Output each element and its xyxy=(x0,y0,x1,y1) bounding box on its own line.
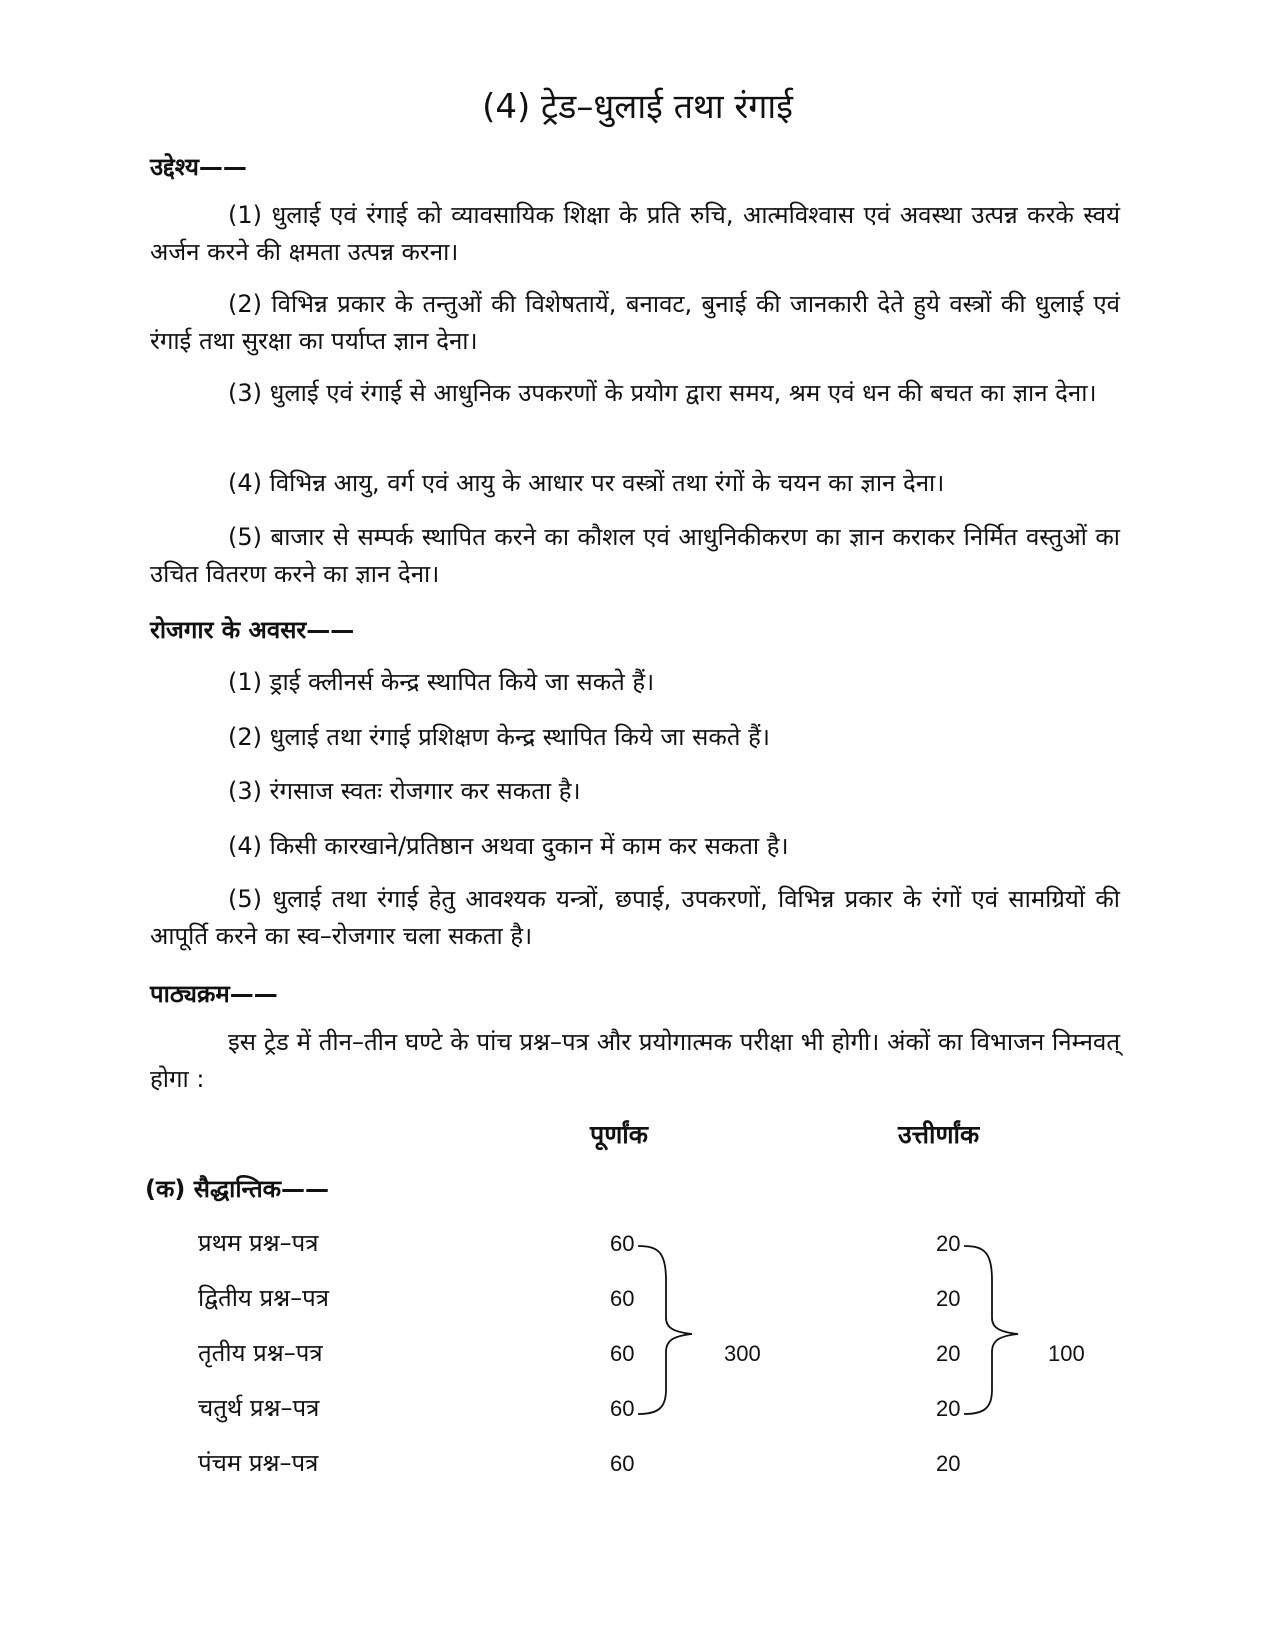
pass-marks-5: 20 xyxy=(936,1451,961,1476)
pass-marks-header: उत्तीर्णांक xyxy=(898,1120,980,1149)
objective-item-4: (4) विभिन्न आयु, वर्ग एवं आयु के आधार पर वस्त्रों तथा रंगों के चयन का ज्ञान देना। xyxy=(228,469,945,497)
page-title: (4) ट्रेड–धुलाई तथा रंगाई xyxy=(482,87,793,127)
objective-item-5: (5) बाजार से सम्पर्क स्थापित करने का कौशल एवं आधुनिकीकरण का ज्ञान कराकर निर्मित वस्तुओं का उचित वितरण करने का ज्ञान देना। xyxy=(150,523,1120,588)
paper-label-4: चतुर्थ प्रश्न–पत्र xyxy=(198,1394,320,1422)
full-marks-1: 60 xyxy=(610,1231,635,1256)
objectives-heading: उद्देश्य—— xyxy=(150,153,247,181)
paper-label-5: पंचम प्रश्न–पत्र xyxy=(198,1449,319,1477)
full-marks-3: 60 xyxy=(610,1341,635,1366)
paper-label-3: तृतीय प्रश्न–पत्र xyxy=(198,1339,323,1367)
employment-item-2: (2) धुलाई तथा रंगाई प्रशिक्षण केन्द्र स्थापित किये जा सकते हैं। xyxy=(228,723,770,751)
theory-heading: (क) सैद्धान्तिक—— xyxy=(145,1175,330,1203)
objective-item-1: (1) धुलाई एवं रंगाई को व्यावसायिक शिक्षा के प्रति रुचि, आत्मविश्वास एवं अवस्था उत्पन्न करके स्वयं अर्जन करने की क्षमता उत्पन्न करना। xyxy=(150,201,1120,266)
objective-item-3: (3) धुलाई एवं रंगाई से आधुनिक उपकरणों के प्रयोग द्वारा समय, श्रम एवं धन की बचत का ज्ञान देना। xyxy=(228,379,1097,407)
pass-marks-4: 20 xyxy=(936,1396,961,1421)
pass-marks-total: 100 xyxy=(1048,1341,1085,1366)
pass-marks-3: 20 xyxy=(936,1341,961,1366)
pass-marks-brace xyxy=(962,1240,1022,1420)
pass-marks-1: 20 xyxy=(936,1231,961,1256)
full-marks-total: 300 xyxy=(724,1341,761,1366)
syllabus-heading: पाठ्यक्रम—— xyxy=(150,980,278,1008)
employment-item-4: (4) किसी कारखाने/प्रतिष्ठान अथवा दुकान में काम कर सकता है। xyxy=(228,832,789,860)
employment-heading: रोजगार के अवसर—— xyxy=(150,616,355,644)
pass-marks-2: 20 xyxy=(936,1286,961,1311)
syllabus-intro: इस ट्रेड में तीन–तीन घण्टे के पांच प्रश्न–पत्र और प्रयोगात्मक परीक्षा भी होगी। अंकों का विभाजन निम्नवत् होगा : xyxy=(150,1028,1120,1093)
employment-item-1: (1) ड्राई क्लीनर्स केन्द्र स्थापित किये जा सकते हैं। xyxy=(228,668,655,696)
paper-label-2: द्वितीय प्रश्न–पत्र xyxy=(198,1284,329,1312)
full-marks-2: 60 xyxy=(610,1286,635,1311)
full-marks-4: 60 xyxy=(610,1396,635,1421)
full-marks-5: 60 xyxy=(610,1451,635,1476)
objective-item-2: (2) विभिन्न प्रकार के तन्तुओं की विशेषतायें, बनावट, बुनाई की जानकारी देते हुये वस्त्रों की धुलाई एवं रंगाई तथा सुरक्षा का पर्याप्त ज्ञान देना। xyxy=(150,290,1120,355)
employment-item-5: (5) धुलाई तथा रंगाई हेतु आवश्यक यन्त्रों, छपाई, उपकरणों, विभिन्न प्रकार के रंगों एवं सामग्रियों की आपूर्ति करने का स्व–रोजगार चला सकता है। xyxy=(150,885,1120,950)
full-marks-header: पूर्णांक xyxy=(590,1120,648,1149)
employment-item-3: (3) रंगसाज स्वतः रोजगार कर सकता है। xyxy=(228,777,581,805)
full-marks-brace xyxy=(636,1240,696,1420)
paper-label-1: प्रथम प्रश्न–पत्र xyxy=(198,1229,319,1257)
